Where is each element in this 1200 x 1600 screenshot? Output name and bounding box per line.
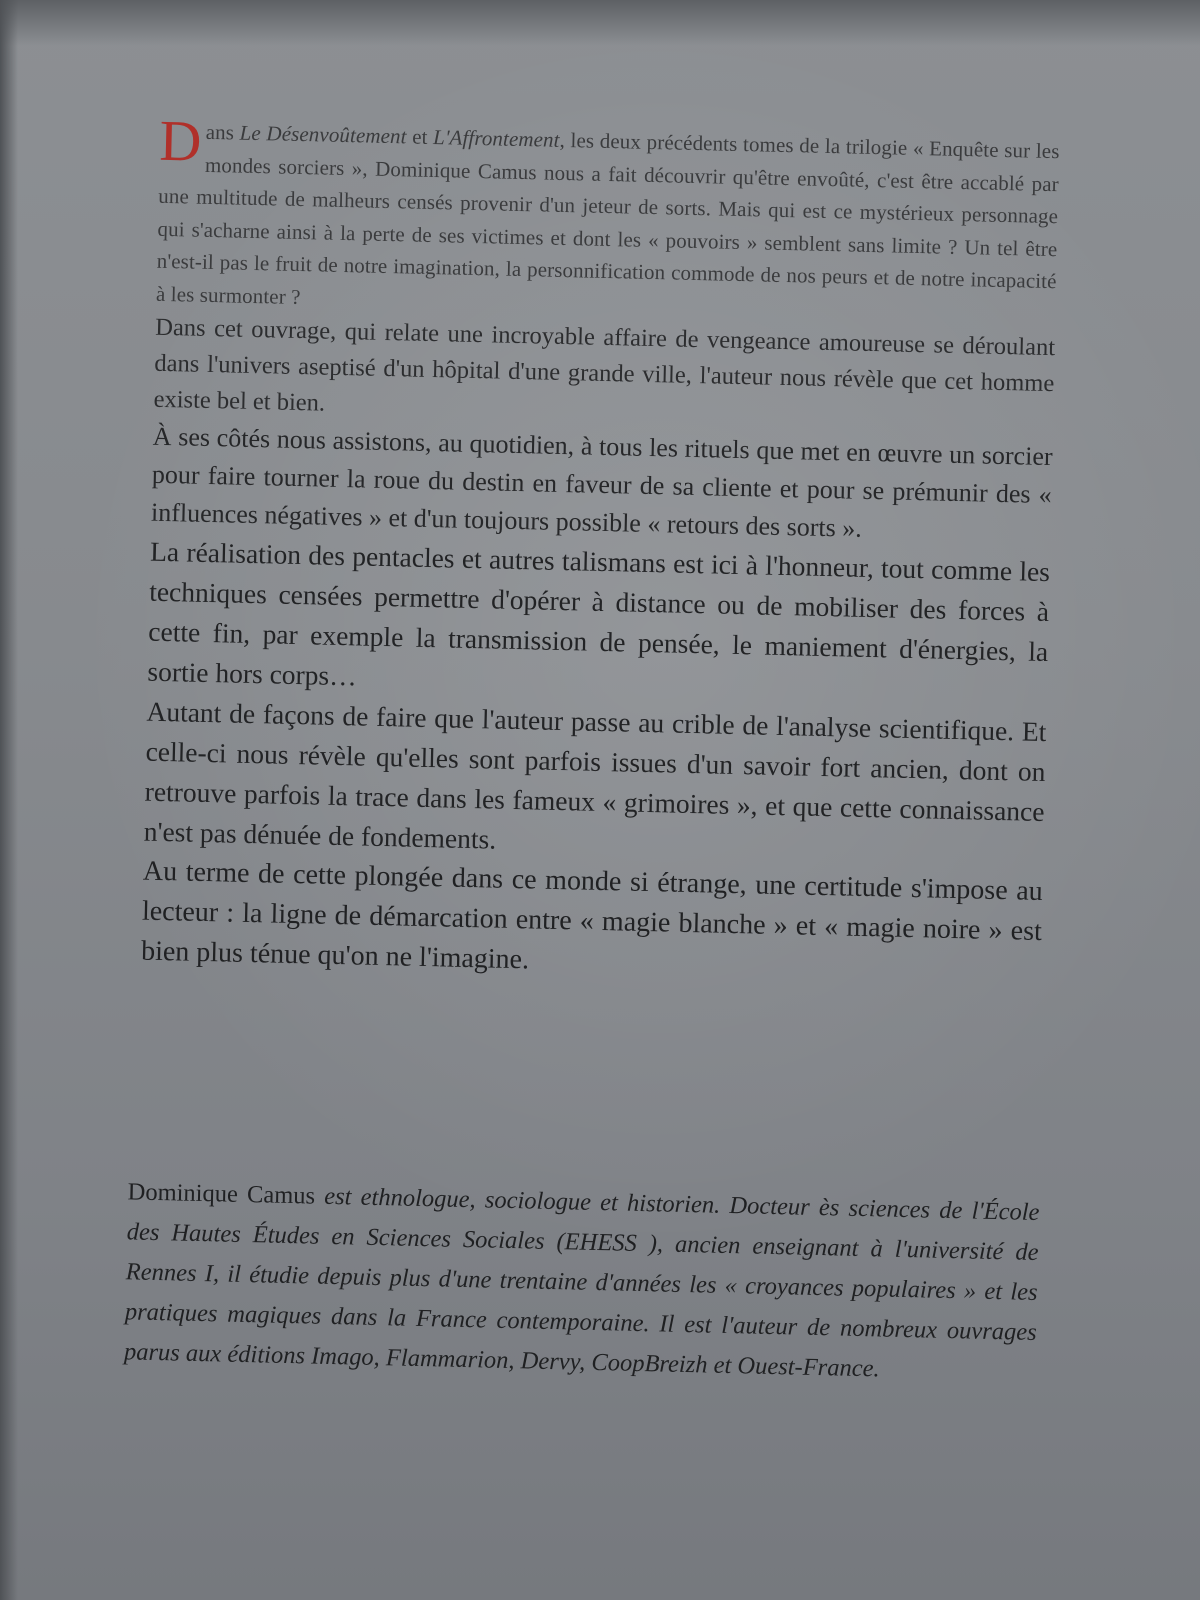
- description-paragraph-2: Dans cet ouvrage, qui relate une incroyable affaire de vengeance amoureuse se déroulant dans l'univers aseptisé d'un hôpital d'une grande ville, l'auteur nous révèle que cet homme existe bel et bien.: [153, 313, 1056, 417]
- conjunction-text: et: [406, 124, 434, 149]
- book-title-2: L'Affrontement: [432, 124, 560, 152]
- book-description: [140, 107, 1060, 992]
- top-shadow: [0, 0, 1200, 46]
- intro-text: ans: [205, 119, 240, 145]
- drop-cap: D: [158, 107, 203, 174]
- back-cover-text-block: [123, 107, 1060, 1455]
- left-edge-shadow: [0, 0, 18, 1600]
- description-paragraph-1: [155, 107, 1060, 330]
- book-title-1: Le Désenvoûtement: [239, 120, 407, 149]
- description-paragraph-5: Autant de façons de faire que l'auteur passe au crible de l'analyse scientifique. Et celle-ci nous révèle qu'elles sont parfois issues d'un savoir fort ancien, dont on retrouve parfois la trace dans les fameux « grimoires », et que cette connaissance n'est pas dénuée de fondements.: [143, 695, 1047, 855]
- description-paragraph-3: À ses côtés nous assistons, au quotidien, à tous les rituels que met en œuvre un sorcier pour faire tourner la roue du destin en faveur de sa cliente et pour se prémunir des « influences négatives » et d'un toujours possible « retours des sorts ».: [150, 421, 1053, 543]
- author-bio-text: est ethnologue, sociologue et historien. Docteur ès sciences de l'École des Hautes Études en Sciences Sociales (EHESS ), ancien enseignant à l'université de Rennes I, il étudie depuis plus d'une trentaine d'années les « croyances populaires » et les pratiques magiques dans la France contemporaine. Il est l'auteur de nombreux ouvrages parus aux éditions Imago, Flammarion, Dervy, CoopBreizh et Ouest-France.: [123, 1182, 1040, 1383]
- author-name: Dominique Camus: [127, 1178, 316, 1210]
- author-bio: [124, 1172, 1040, 1393]
- description-paragraph-6: Au terme de cette plongée dans ce monde si étrange, une certitude s'impose au lecteur : la ligne de démarcation entre « magie blanche » et « magie noire » est bien plus ténue qu'on ne l'imagine.: [140, 855, 1044, 976]
- description-paragraph-4: La réalisation des pentacles et autres talismans est ici à l'honneur, tout comme les techniques censées permettre d'opérer à distance ou de mobiliser des forces à cette fin, par exemple la transmission de pensée, le maniement d'énergies, la sortie hors corps…: [147, 535, 1051, 692]
- paragraph-1-rest: , les deux précédents tomes de la trilogie « Enquête sur les mondes sorciers », Dominique Camus nous a fait découvrir qu'être envoûté, c'est être accablé par une multitude de malheurs censés provenir d'un jeteur de sorts. Mais qui est ce mystérieux personnage qui s'acharne ainsi à la perte de ses victimes et dont les « pouvoirs » semblent sans limite ? Un tel être n'est-il pas le fruit de notre imagination, la personnification commode de nos peurs et de notre incapacité à les surmonter ?: [155, 127, 1060, 309]
